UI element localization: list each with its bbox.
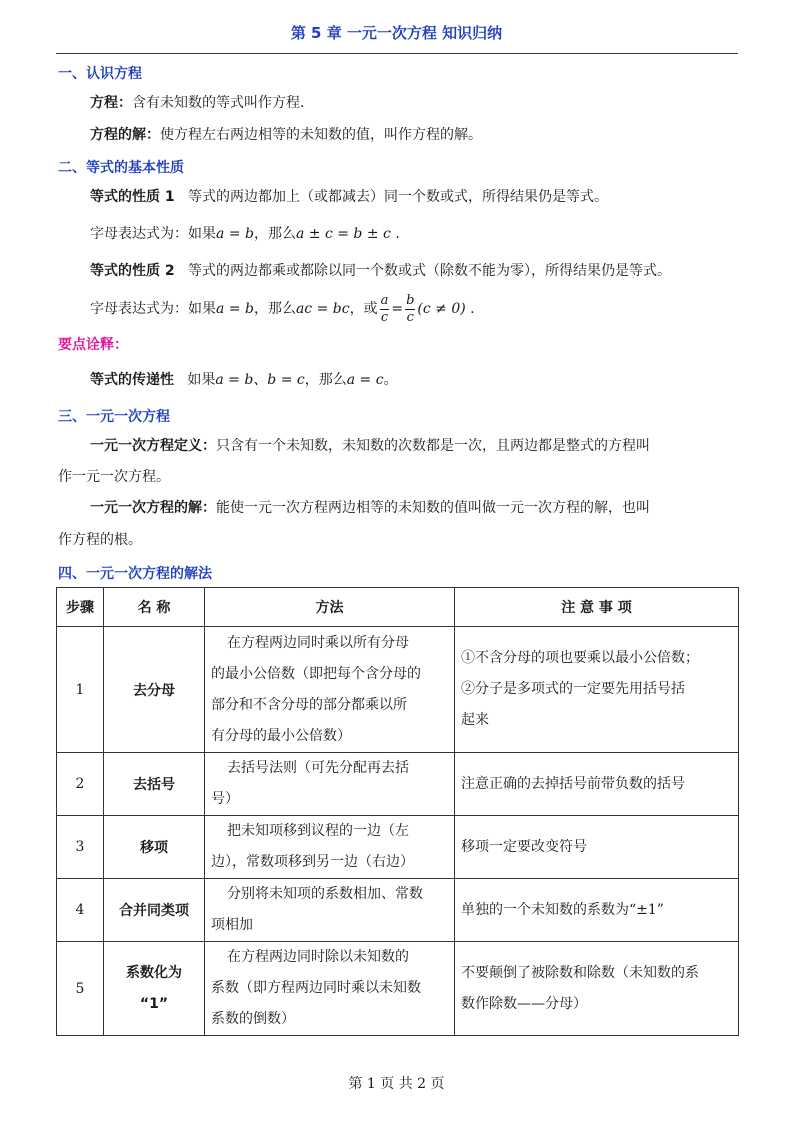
property2-expr-then: ，那么 <box>253 301 296 317</box>
table-row <box>57 627 739 753</box>
property2-term: 等式的性质 2 <box>90 263 175 279</box>
fraction-a-over-c <box>380 293 390 326</box>
step-name: 去分母 <box>104 627 205 753</box>
step-number: 2 <box>57 753 104 816</box>
property2-expr-label: 字母表达式为：如果 <box>90 301 216 317</box>
step-name: 去括号 <box>104 753 205 816</box>
linear-eq-solution-line2: 作方程的根。 <box>58 532 142 548</box>
step-method: 在方程两边同时乘以所有分母 的最小公倍数（即把每个含分母的 部分和不含分母的部分都乘以所 有分母的最小公倍数） <box>205 627 455 753</box>
col-header-note: 注 意 事 项 <box>455 588 739 627</box>
property2-expr-result: ac = bc <box>295 301 350 317</box>
transitive-property <box>90 371 398 389</box>
solution-term: 方程的解： <box>90 127 160 143</box>
property1-expr-eq: = <box>224 226 245 242</box>
step-method: 把未知项移到议程的一边（左 边），常数项移到另一边（右边） <box>205 816 455 879</box>
property1-expr-result: a ± c = b ± c <box>295 226 391 242</box>
fraction-a: a <box>380 292 389 308</box>
equation-term: 方程： <box>90 95 132 111</box>
fraction-c2: c <box>406 309 414 325</box>
fraction-c1: c <box>380 309 389 325</box>
linear-eq-sol-text: 能使一元一次方程两边相等的未知数的值叫做一元一次方程的解，也叫 <box>216 500 650 516</box>
step-method: 分别将未知项的系数相加、常数 项相加 <box>205 879 455 942</box>
property1-expr-b: b <box>245 226 254 242</box>
table-row <box>57 753 739 816</box>
property1-term: 等式的性质 1 <box>90 189 175 205</box>
step-note: 移项一定要改变符号 <box>455 816 739 879</box>
title-divider <box>56 53 738 54</box>
linear-eq-def-text: 只含有一个未知数，未知数的次数都是一次，且两边都是整式的方程叫 <box>216 438 650 454</box>
step-number: 3 <box>57 816 104 879</box>
property1-expr-label: 字母表达式为：如果 <box>90 226 216 242</box>
equation-definition <box>90 94 304 112</box>
linear-eq-definition-line2: 作一元一次方程。 <box>58 469 170 485</box>
section3-heading: 三、一元一次方程 <box>58 409 170 425</box>
step-number: 5 <box>57 942 104 1036</box>
solution-def: 使方程左右两边相等的未知数的值，叫作方程的解。 <box>160 127 482 143</box>
property2-expr-or: ，或 <box>349 301 378 317</box>
property2-frac-cond: (c ≠ 0) <box>417 301 466 317</box>
step-name: 系数化为 “1” <box>104 942 205 1036</box>
property2-expr-cond: a = b <box>216 301 254 317</box>
transitive-end: 。 <box>383 372 398 388</box>
property1-expression <box>90 225 400 243</box>
transitive-result: a = c <box>346 372 384 388</box>
property2 <box>90 262 671 280</box>
step-note: 单独的一个未知数的系数为“±1” <box>455 879 739 942</box>
section4-heading: 四、一元一次方程的解法 <box>58 566 212 582</box>
solution-definition <box>90 126 482 144</box>
table-row <box>57 942 739 1036</box>
transitive-term: 等式的传递性 <box>90 372 174 388</box>
transitive-if: 如果 <box>187 372 216 388</box>
col-header-name: 名 称 <box>104 588 205 627</box>
linear-eq-sol-term: 一元一次方程的解： <box>90 500 216 516</box>
property2-def: 等式的两边都乘或都除以同一个数或式（除数不能为零），所得结果仍是等式。 <box>187 263 671 279</box>
linear-eq-solution-line1 <box>90 499 650 517</box>
property1-def: 等式的两边都加上（或都减去）同一个数或式，所得结果仍是等式。 <box>187 189 608 205</box>
step-number: 1 <box>57 627 104 753</box>
equation-def: 含有未知数的等式叫作方程. <box>132 95 305 111</box>
col-header-step: 步骤 <box>57 588 104 627</box>
transitive-cond: a = b、b = c <box>215 372 305 388</box>
table-row <box>57 816 739 879</box>
step-name: 合并同类项 <box>104 879 205 942</box>
property2-expression: 字母表达式为：如果a = b，那么ac = bc，或 $\frac{a}{c}$ = $\frac{b}{c}$ (c ≠ 0) . <box>90 292 475 325</box>
fraction-b: b <box>406 292 415 308</box>
fraction-b-over-c <box>405 293 415 326</box>
step-note: 不要颠倒了被除数和除数（未知数的系 数作除数——分母） <box>455 942 739 1036</box>
linear-eq-def-term: 一元一次方程定义： <box>90 438 216 454</box>
step-note: ①不含分母的项也要乘以最小公倍数； ②分子是多项式的一定要先用括号括 起来 <box>455 627 739 753</box>
page-title: 第 5 章 一元一次方程 知识归纳 <box>290 24 503 42</box>
property1 <box>90 188 608 206</box>
step-name: 移项 <box>104 816 205 879</box>
step-method: 去括号法则（可先分配再去括 号） <box>205 753 455 816</box>
step-note: 注意正确的去掉括号前带负数的括号 <box>455 753 739 816</box>
transitive-then: ，那么 <box>304 372 347 388</box>
property1-expr-a: a <box>216 226 225 242</box>
col-header-method: 方法 <box>205 588 455 627</box>
section1-heading: 一、认识方程 <box>58 66 142 82</box>
page-number: 第 1 页 共 2 页 <box>348 1076 445 1092</box>
solution-steps-table <box>56 587 739 1036</box>
linear-eq-definition-line1 <box>90 437 650 455</box>
step-number: 4 <box>57 879 104 942</box>
step-method: 在方程两边同时除以未知数的 系数（即方程两边同时乘以未知数 系数的倒数） <box>205 942 455 1036</box>
table-row <box>57 879 739 942</box>
table-header-row <box>57 588 739 627</box>
notes-heading: 要点诠释： <box>58 337 128 353</box>
property1-expr-end: . <box>395 226 400 242</box>
property1-expr-then: ，那么 <box>253 226 296 242</box>
property2-expr-end: . <box>470 301 475 317</box>
section2-heading: 二、等式的基本性质 <box>58 160 184 176</box>
